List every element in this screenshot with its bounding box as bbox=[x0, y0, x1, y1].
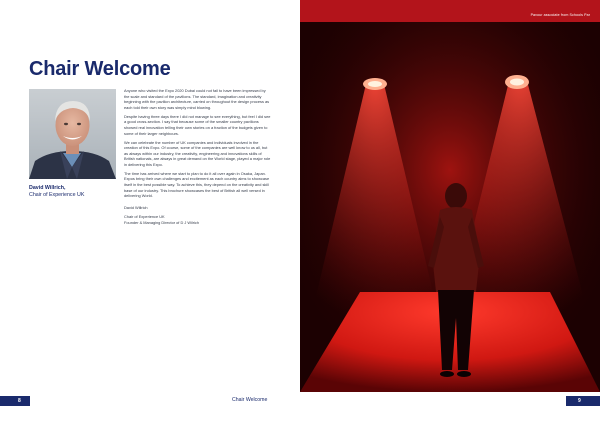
caption-name: David Willrich, bbox=[29, 185, 66, 191]
portrait-photo bbox=[29, 89, 116, 179]
page-number-left: 8 bbox=[18, 398, 21, 404]
running-head: Pavour associate from Schools Par bbox=[530, 13, 590, 17]
page-number-right: 9 bbox=[578, 398, 581, 404]
signoff-name: David Willrich bbox=[124, 204, 148, 210]
body-text bbox=[124, 88, 272, 226]
portrait-caption bbox=[29, 185, 84, 199]
footer-bar-right bbox=[566, 396, 600, 406]
footer-section-label: Chair Welcome bbox=[232, 397, 268, 403]
body-paragraph: We can celebrate the number of UK companies and individuals involved in the creation of this Expo. Of course, some of the companies are well know to us all, but as always within our industry, the creativity, engineering and innovations skills of British nationals, are always in great demand on the World stage, played a major role in delivering this Expo. bbox=[124, 139, 271, 167]
signoff-title: Chair of Experience UK bbox=[124, 214, 165, 220]
page-title: Chair Welcome bbox=[29, 58, 171, 80]
body-paragraph: The time has arrived where we start to plan to do it all over again in Osaka, Japan. Expos bring their own challenges and excitement as each country aims to showcase itself in the best possible way. To achieve this, they depend on the creativity and skill base of our industry. This brochure showcases the best of British all well versed in delivering World. bbox=[124, 170, 270, 199]
header-bar bbox=[300, 0, 600, 22]
body-paragraph: Despite having three days there I did not manage to see everything, but feel I did see a good cross-section. I say that because some of the smaller country pavilions showed real innovation telling their own stories on a fraction of the budgets given to some of their larger neighbours. bbox=[124, 113, 271, 136]
footer-bar-left bbox=[0, 396, 30, 406]
right-page bbox=[300, 0, 600, 424]
caption-role: Chair of Experience UK bbox=[29, 192, 85, 198]
signoff-company: Founder & Managing Director of D J Wilrich bbox=[124, 220, 200, 226]
signoff bbox=[124, 205, 272, 226]
stage-photo bbox=[300, 22, 600, 392]
body-paragraph: Anyone who visited the Expo 2020 Dubai could not fail to have been impressed by the scale and standard of the pavilions. The standard, imagination and creativity beginning with the pavilion architecture, carried on throughout the design process as each told their own story was simply mind blowing. bbox=[124, 88, 270, 110]
